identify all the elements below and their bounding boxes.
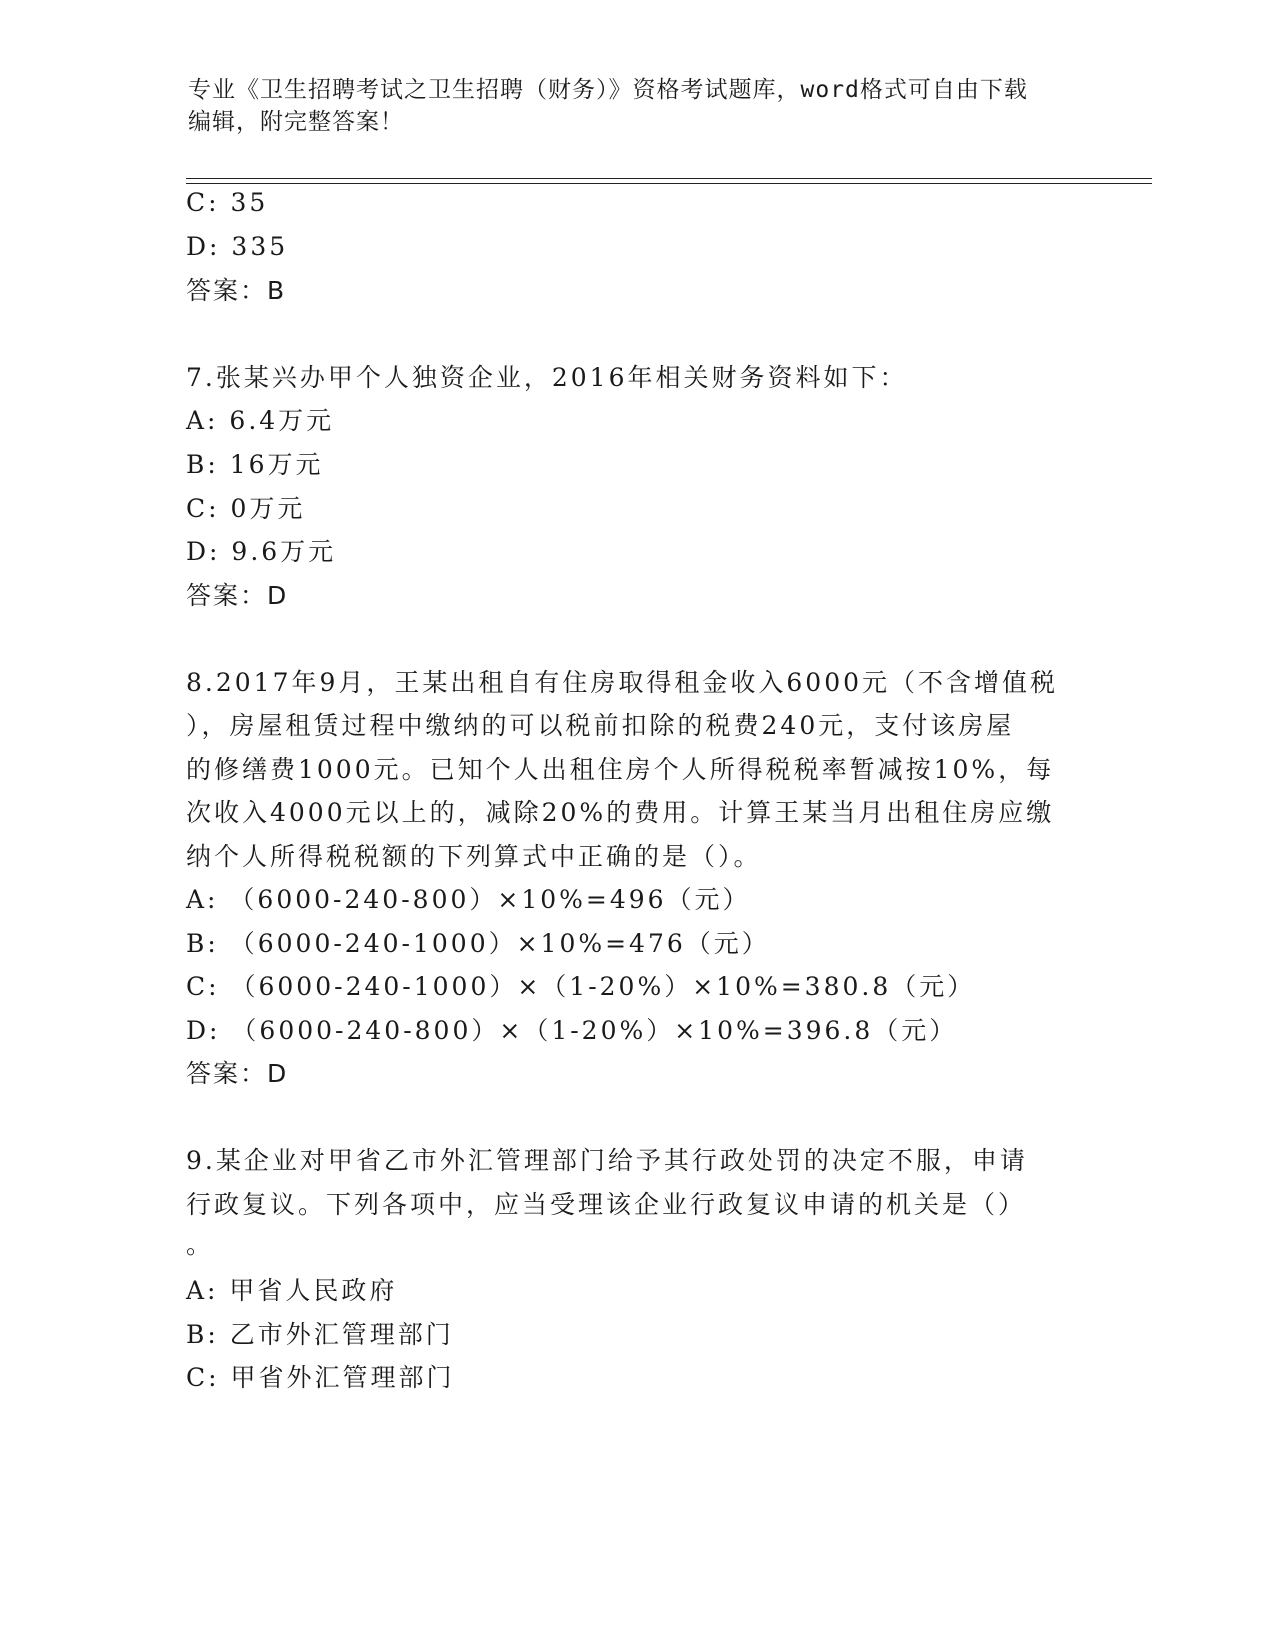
q6-option-c: C: 35 (186, 188, 269, 217)
q9-option-b: B: 乙市外汇管理部门 (186, 1320, 454, 1349)
q9-stem-line-2: 行政复议。下列各项中，应当受理该企业行政复议申请的机关是（） (186, 1190, 1027, 1219)
q8-option-d: D: （6000-240-800）×（1-20%）×10%=396.8（元） (186, 1016, 958, 1045)
q6-option-d: D: 335 (186, 232, 289, 261)
q7-option-c: C: 0万元 (186, 494, 306, 523)
q9-option-a: A: 甲省人民政府 (186, 1276, 398, 1305)
q7-option-a: A: 6.4万元 (186, 406, 335, 435)
page-header (188, 74, 1088, 138)
q6-answer: 答案：B (186, 276, 287, 305)
q8-stem-line-3: 的修缮费1000元。已知个人出租住房个人所得税税率暂减按10%，每 (186, 755, 1055, 784)
q8-option-b: B: （6000-240-1000）×10%=476（元） (186, 929, 770, 958)
q7-stem: 7.张某兴办甲个人独资企业，2016年相关财务资料如下： (186, 363, 908, 392)
q8-stem-line-4: 次收入4000元以上的，减除20%的费用。计算王某当月出租住房应缴 (186, 798, 1055, 827)
q8-stem-line-1: 8.2017年9月，王某出租自有住房取得租金收入6000元（不含增值税 (186, 668, 1059, 697)
q8-stem-line-2: ），房屋租赁过程中缴纳的可以税前扣除的税费240元，支付该房屋 (186, 711, 1015, 740)
q9-stem-line-1: 9.某企业对甲省乙市外汇管理部门给予其行政处罚的决定不服，申请 (186, 1146, 1028, 1175)
q9-option-c: C: 甲省外汇管理部门 (186, 1363, 455, 1392)
q8-stem-line-5: 纳个人所得税税额的下列算式中正确的是（）。 (186, 842, 762, 871)
q7-answer: 答案：D (186, 581, 289, 610)
q8-option-a: A: （6000-240-800）×10%=496（元） (186, 885, 751, 914)
q8-answer: 答案：D (186, 1059, 289, 1088)
header-divider-top (186, 178, 1152, 179)
q9-stem-line-3: 。 (186, 1230, 215, 1259)
q7-option-b: B: 16万元 (186, 450, 324, 479)
header-divider-bottom (186, 183, 1152, 184)
q7-option-d: D: 9.6万元 (186, 537, 337, 566)
q8-option-c: C: （6000-240-1000）×（1-20%）×10%=380.8（元） (186, 972, 976, 1001)
header-line-1: 专业《卫生招聘考试之卫生招聘（财务）》资格考试题库，word格式可自由下载 (188, 77, 1028, 103)
header-line-2: 编辑，附完整答案！ (188, 109, 404, 135)
